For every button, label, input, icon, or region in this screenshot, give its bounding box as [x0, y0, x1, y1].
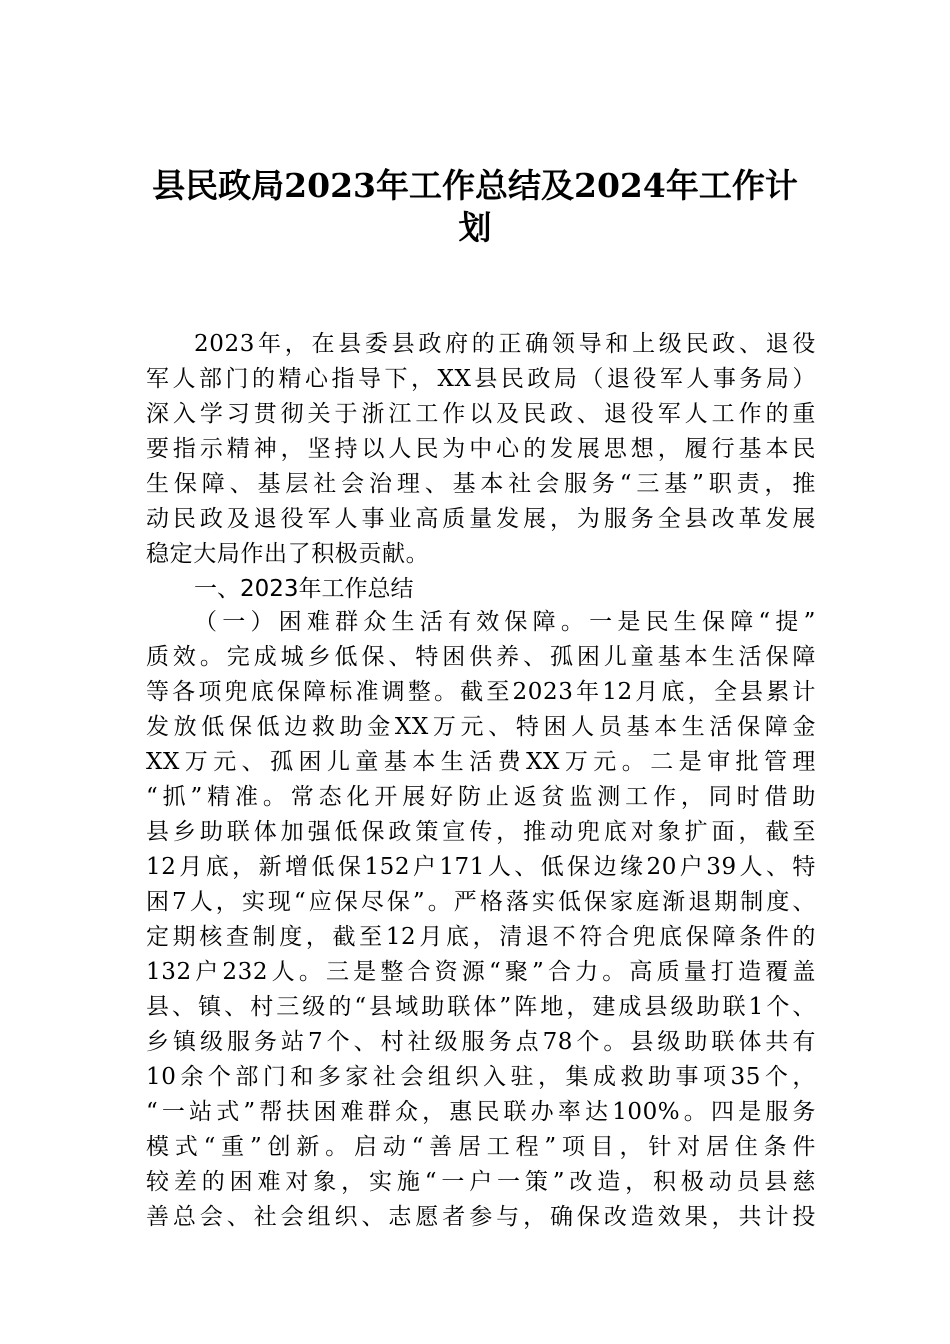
body-line: 10余个部门和多家社会组织入驻，集成救助事项35个， — [146, 1064, 816, 1090]
intro-line: 2023年，在县委县政府的正确领导和上级民政、退役 — [194, 331, 816, 357]
body-line: 县乡助联体加强低保政策宣传，推动兜底对象扩面，截至 — [146, 819, 816, 845]
document-title-line-1: 县民政局2023年工作总结及2024年工作计 — [152, 166, 798, 205]
intro-line: 动民政及退役军人事业高质量发展，为服务全县改革发展 — [146, 506, 816, 532]
body-line: 模式“重”创新。启动“善居工程”项目，针对居住条件 — [146, 1134, 816, 1160]
body-line: 善总会、社会组织、志愿者参与，确保改造效果，共计投 — [146, 1204, 816, 1230]
body-line: “抓”精准。常态化开展好防止返贫监测工作，同时借助 — [146, 784, 816, 810]
document-title-line-2: 划 — [458, 208, 492, 247]
body-line: （一）困难群众生活有效保障。一是民生保障“提” — [194, 609, 816, 635]
body-line: 定期核查制度，截至12月底，清退不符合兜底保障条件的 — [146, 924, 816, 950]
body-line: 发放低保低边救助金XX万元、特困人员基本生活保障金 — [146, 714, 816, 740]
intro-line: 生保障、基层社会治理、基本社会服务“三基”职责，推 — [146, 471, 816, 497]
intro-line: 要指示精神，坚持以人民为中心的发展思想，履行基本民 — [146, 436, 816, 462]
body-line: 困7人，实现“应保尽保”。严格落实低保家庭渐退期制度、 — [146, 889, 816, 915]
body-line: 乡镇级服务站7个、村社级服务点78个。县级助联体共有 — [146, 1029, 816, 1055]
intro-line: 军人部门的精心指导下，XX县民政局（退役军人事务局） — [146, 366, 816, 392]
body-line: 质效。完成城乡低保、特困供养、孤困儿童基本生活保障 — [146, 644, 816, 670]
intro-line: 深入学习贯彻关于浙江工作以及民政、退役军人工作的重 — [146, 401, 816, 427]
body-line: “一站式”帮扶困难群众，惠民联办率达100%。四是服务 — [146, 1099, 816, 1125]
intro-line: 稳定大局作出了积极贡献。 — [146, 541, 430, 567]
body-line: 较差的困难对象，实施“一户一策”改造，积极动员县慈 — [146, 1169, 816, 1195]
body-line: 县、镇、村三级的“县域助联体”阵地，建成县级助联1个、 — [146, 994, 816, 1020]
body-line: 132户232人。三是整合资源“聚”合力。高质量打造覆盖 — [146, 959, 816, 985]
body-line: 12月底，新增低保152户171人、低保边缘20户39人、特 — [146, 854, 816, 880]
body-line: 等各项兜底保障标准调整。截至2023年12月底，全县累计 — [146, 679, 816, 705]
section-heading: 一、2023年工作总结 — [194, 576, 414, 602]
body-line: XX万元、孤困儿童基本生活费XX万元。二是审批管理 — [146, 749, 816, 775]
